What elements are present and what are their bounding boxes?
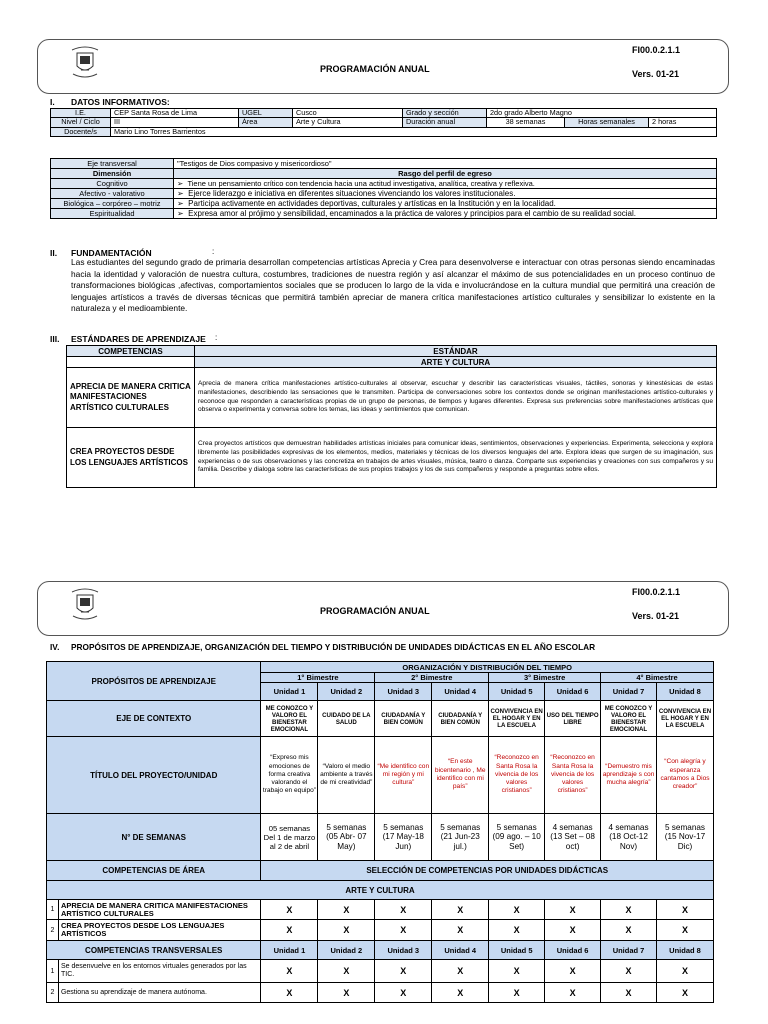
check-mark: X bbox=[375, 960, 432, 983]
check-mark: X bbox=[657, 983, 714, 1003]
organizacion-matrix bbox=[46, 661, 714, 1003]
check-mark: X bbox=[375, 900, 432, 920]
competencias-area-label: COMPETENCIAS DE ÁREA bbox=[47, 861, 261, 881]
check-mark: X bbox=[261, 960, 318, 983]
check-mark: X bbox=[601, 920, 657, 941]
unit-header: Unidad 4 bbox=[432, 683, 489, 701]
semanas-cell: 5 semanas (21 Jun-23 jul.) bbox=[432, 814, 489, 861]
context-cell: ME CONOZCO Y VALORO EL BIENESTAR EMOCIONAL bbox=[601, 701, 657, 737]
project-title: “En este bicentenario , Me identifico con mi país” bbox=[432, 737, 489, 814]
check-mark: X bbox=[432, 960, 489, 983]
semanas-cell: 4 semanas (18 Oct-12 Nov) bbox=[601, 814, 657, 861]
check-mark: X bbox=[318, 960, 375, 983]
duracion-value: 38 semanas bbox=[487, 118, 565, 127]
eje-label: Eje transversal bbox=[51, 159, 174, 169]
section-4-heading bbox=[50, 642, 595, 652]
semanas-cell: 5 semanas (09 ago. – 10 Set) bbox=[489, 814, 545, 861]
unit-header: Unidad 5 bbox=[489, 683, 545, 701]
page-header-1 bbox=[37, 39, 729, 94]
context-cell: CIUDADANÍA Y BIEN COMÚN bbox=[432, 701, 489, 737]
check-mark: X bbox=[545, 900, 601, 920]
project-title: “Reconozco en Santa Rosa la vivencia de los valores cristianos” bbox=[545, 737, 601, 814]
section-number: I. bbox=[50, 97, 55, 107]
rasgo-cell: ➢ Participa activamente en actividades deportivas, culturales y artísticas en la Institución y en la localidad. bbox=[174, 199, 717, 209]
context-cell: CONVIVENCIA EN EL HOGAR Y EN LA ESCUELA bbox=[489, 701, 545, 737]
semanas-label: N° DE SEMANAS bbox=[47, 814, 261, 861]
unit-header: Unidad 1 bbox=[261, 941, 318, 960]
dimension-cell: Cognitivo bbox=[51, 179, 174, 189]
rasgo-cell: ➢ Expresa amor al prójimo y sensibilidad, encaminados a la práctica de valores y principios para el cambio de su realidad social. bbox=[174, 209, 717, 219]
bimestre-header: 2° Bimestre bbox=[375, 673, 489, 683]
check-mark: X bbox=[657, 900, 714, 920]
area-label: Área bbox=[239, 118, 293, 127]
check-mark: X bbox=[432, 900, 489, 920]
section-title: ESTÁNDARES DE APRENDIZAJE bbox=[71, 334, 206, 344]
unit-header: Unidad 2 bbox=[318, 941, 375, 960]
propositos-header: PROPÓSITOS DE APRENDIZAJE bbox=[47, 662, 261, 701]
titulo-label: TÍTULO DEL PROYECTO/UNIDAD bbox=[47, 737, 261, 814]
document-code: FI00.0.2.1.1 bbox=[632, 587, 681, 597]
dimension-cell: Afectivo - valorativo bbox=[51, 189, 174, 199]
competencia-label: CREA PROYECTOS DESDE LOS LENGUAJES ARTÍSTICOS bbox=[58, 920, 261, 941]
check-mark: X bbox=[375, 920, 432, 941]
context-cell: CUIDADO DE LA SALUD bbox=[318, 701, 375, 737]
ugel-label: UGEL bbox=[239, 109, 293, 118]
document-version: Vers. 01-21 bbox=[632, 611, 680, 621]
horas-label: Horas semanales bbox=[565, 118, 649, 127]
semanas-cell: 4 semanas (13 Set – 08 oct) bbox=[545, 814, 601, 861]
row-number: 2 bbox=[47, 983, 59, 1003]
grado-value: 2do grado Alberto Magno bbox=[487, 109, 717, 118]
check-mark: X bbox=[489, 900, 545, 920]
check-mark: X bbox=[318, 983, 375, 1003]
competencia-label: APRECIA DE MANERA CRITICA MANIFESTACIONES ARTÍSTICO CULTURALES bbox=[58, 900, 261, 920]
duracion-label: Duración anual bbox=[403, 118, 487, 127]
estandar-text: Crea proyectos artísticos que demuestran habilidades artísticas iniciales para comunicar ideas, sentimientos, observaciones y experiencias. Experimenta, selecciona y explora libremente las posibilidades expresivas de los elementos, medios, materiales y técnicas de los diversos lenguajes del arte. Explora ideas que surgen de su imaginación, sus experiencias o de sus observaciones y las concretiza en trabajos de artes visuales, música, teatro o danza. Comparte sus experiencias y creaciones con sus compañeros y su familia. Describe y dialoga sobre las características de sus propios trabajos y los de sus compañeros y responde a preguntas sobre ellos. bbox=[195, 428, 717, 488]
check-mark: X bbox=[545, 983, 601, 1003]
rasgo-cell: ➢ Ejerce liderazgo e iniciativa en diferentes situaciones vivenciando los valores institucionales. bbox=[174, 189, 717, 199]
check-mark: X bbox=[601, 960, 657, 983]
check-mark: X bbox=[261, 900, 318, 920]
context-cell: USO DEL TIEMPO LIBRE bbox=[545, 701, 601, 737]
check-mark: X bbox=[601, 983, 657, 1003]
section-3-colon: : bbox=[215, 333, 218, 342]
section-number: IV. bbox=[50, 642, 60, 652]
unit-header: Unidad 3 bbox=[375, 683, 432, 701]
school-crest-icon bbox=[68, 44, 102, 82]
unit-header: Unidad 3 bbox=[375, 941, 432, 960]
nivel-label: Nivel / Ciclo bbox=[51, 118, 111, 127]
grado-label: Grado y sección bbox=[403, 109, 487, 118]
context-cell: CIUDADANÍA Y BIEN COMÚN bbox=[375, 701, 432, 737]
organizacion-header: ORGANIZACIÓN Y DISTRIBUCIÓN DEL TIEMPO bbox=[261, 662, 714, 673]
project-title: “Me identifico con mi región y mi cultura” bbox=[375, 737, 432, 814]
section-title: DATOS INFORMATIVOS: bbox=[71, 97, 170, 107]
context-cell: ME CONOZCO Y VALORO EL BIENESTAR EMOCIONAL bbox=[261, 701, 318, 737]
unit-header: Unidad 8 bbox=[657, 941, 714, 960]
unit-header: Unidad 7 bbox=[601, 941, 657, 960]
section-1-heading bbox=[50, 97, 170, 107]
rasgo-cell: ➢ Tiene un pensamiento crítico con tendencia hacia una actitud investigativa, analítica, creativa y reflexiva. bbox=[174, 179, 717, 189]
datos-informativos-table bbox=[50, 108, 717, 137]
dimension-cell: Biológica – corpóreo – motriz bbox=[51, 199, 174, 209]
project-title: “Expreso mis emociones de forma creativa valorando el trabajo en equipo” bbox=[261, 737, 318, 814]
horas-value: 2 horas bbox=[649, 118, 717, 127]
section-number: III. bbox=[50, 334, 60, 344]
competencia-label: Gestiona su aprendizaje de manera autónoma. bbox=[58, 983, 261, 1003]
project-title: “Reconozco en Santa Rosa la vivencia de los valores cristianos” bbox=[489, 737, 545, 814]
check-mark: X bbox=[545, 920, 601, 941]
competencia-label: Se desenvuelve en los entornos virtuales generados por las TIC. bbox=[58, 960, 261, 983]
unit-header: Unidad 2 bbox=[318, 683, 375, 701]
unit-header: Unidad 5 bbox=[489, 941, 545, 960]
page-header-2 bbox=[37, 581, 729, 636]
section-title: FUNDAMENTACIÓN bbox=[71, 248, 152, 258]
unit-header: Unidad 6 bbox=[545, 941, 601, 960]
check-mark: X bbox=[318, 900, 375, 920]
check-mark: X bbox=[432, 920, 489, 941]
context-cell: CONVIVENCIA EN EL HOGAR Y EN LA ESCUELA bbox=[657, 701, 714, 737]
eje-contexto-label: EJE DE CONTEXTO bbox=[47, 701, 261, 737]
check-mark: X bbox=[489, 983, 545, 1003]
document-title: PROGRAMACIÓN ANUAL bbox=[320, 606, 430, 616]
nivel-value: III bbox=[111, 118, 239, 127]
estandares-table bbox=[66, 345, 717, 488]
school-crest-icon bbox=[68, 586, 102, 624]
area-label: ARTE Y CULTURA bbox=[47, 881, 714, 900]
check-mark: X bbox=[489, 960, 545, 983]
section-3-heading bbox=[50, 334, 206, 344]
document-code: FI00.0.2.1.1 bbox=[632, 45, 681, 55]
section-title: PROPÓSITOS DE APRENDIZAJE, ORGANIZACIÓN DEL TIEMPO Y DISTRIBUCIÓN DE UNIDADES DIDÁCTICAS EN EL AÑO ESCOLAR bbox=[71, 642, 596, 652]
check-mark: X bbox=[601, 900, 657, 920]
semanas-cell: 5 semanas (17 May-18 Jun) bbox=[375, 814, 432, 861]
unit-header: Unidad 7 bbox=[601, 683, 657, 701]
ugel-value: Cusco bbox=[293, 109, 403, 118]
docente-value: Mario Lino Torres Barrientos bbox=[111, 127, 717, 136]
unit-header: Unidad 1 bbox=[261, 683, 318, 701]
docente-label: Docente/s bbox=[51, 127, 111, 136]
area-value: Arte y Cultura bbox=[293, 118, 403, 127]
dimension-header: Dimensión bbox=[51, 169, 174, 179]
area-subheader: ARTE Y CULTURA bbox=[195, 357, 717, 368]
check-mark: X bbox=[261, 983, 318, 1003]
seleccion-label: SELECCIÓN DE COMPETENCIAS POR UNIDADES DIDÁCTICAS bbox=[261, 861, 714, 881]
competencia-name: CREA PROYECTOS DESDE LOS LENGUAJES ARTÍSTICOS bbox=[67, 428, 195, 488]
check-mark: X bbox=[375, 983, 432, 1003]
eje-value: "Testigos de Dios compasivo y misericordioso" bbox=[174, 159, 717, 169]
document-version: Vers. 01-21 bbox=[632, 69, 680, 79]
estandar-text: Aprecia de manera crítica manifestaciones artístico-culturales al observar, escuchar y describir las características visuales, táctiles, sonoras y kinestésicas de estas manifestaciones, describiendo las sensaciones que le transmiten. Participa de conversaciones sobre los contextos donde se originan manifestaciones artístico-culturales y reconoce que responden a características propias de un grupo de personas, de tiempos y lugares diferentes. Expresa sus preferencias sobre manifestaciones artísticas que observa o experimenta y conversa sobre los temas, las ideas y sentimientos que comunican. bbox=[195, 368, 717, 428]
check-mark: X bbox=[489, 920, 545, 941]
rasgo-header: Rasgo del perfil de egreso bbox=[174, 169, 717, 179]
check-mark: X bbox=[657, 960, 714, 983]
eje-transversal-table bbox=[50, 158, 717, 219]
transversales-label: COMPETENCIAS TRANSVERSALES bbox=[47, 941, 261, 960]
project-title: “Con alegría y esperanza cantamos a Dios creador” bbox=[657, 737, 714, 814]
semanas-cell: 5 semanas (05 Abr- 07 May) bbox=[318, 814, 375, 861]
unit-header: Unidad 4 bbox=[432, 941, 489, 960]
competencias-header: COMPETENCIAS bbox=[67, 346, 195, 357]
row-number: 2 bbox=[47, 920, 59, 941]
row-number: 1 bbox=[47, 900, 59, 920]
bimestre-header: 3° Bimestre bbox=[489, 673, 601, 683]
dimension-cell: Espiritualidad bbox=[51, 209, 174, 219]
ie-label: I.E. bbox=[51, 109, 111, 118]
unit-header: Unidad 6 bbox=[545, 683, 601, 701]
project-title: “Demuestro mis aprendizaje s con mucha alegría” bbox=[601, 737, 657, 814]
ie-value: CEP Santa Rosa de Lima bbox=[111, 109, 239, 118]
bimestre-header: 4° Bimestre bbox=[601, 673, 714, 683]
check-mark: X bbox=[432, 983, 489, 1003]
estandar-header: ESTÁNDAR bbox=[195, 346, 717, 357]
bimestre-header: 1° Bimestre bbox=[261, 673, 375, 683]
fundamentacion-text: Las estudiantes del segundo grado de primaria desarrollan competencias artísticas Aprecia y Crea para desenvolverse e interactuar con otras personas siendo encaminadas hacia la identidad y valoración de nuestra cultura, costumbres, tradiciones de nuestra región y así alcanzar el máximo de sus potencialidades en un proceso continuo de transformaciones biológicas ,afectivas, comportamientos sociales que se producen lo largo de la vida e involucrándose en la cultura mundial que permitirá una creación de lenguajes artísticos a través de diversas técnicas que permitirá también apreciar de manera crítica manifestaciones artístico culturales y sensibilizar lo existente en la naturaleza y el medioambiente. bbox=[71, 257, 715, 313]
semanas-cell: 05 semanas Del 1 de marzo al 2 de abril bbox=[261, 814, 318, 861]
check-mark: X bbox=[261, 920, 318, 941]
check-mark: X bbox=[318, 920, 375, 941]
competencia-name: APRECIA DE MANERA CRITICA MANIFESTACIONES ARTÍSTICO CULTURALES bbox=[67, 368, 195, 428]
section-number: II. bbox=[50, 248, 58, 258]
semanas-cell: 5 semanas (15 Nov-17 Dic) bbox=[657, 814, 714, 861]
unit-header: Unidad 8 bbox=[657, 683, 714, 701]
document-title: PROGRAMACIÓN ANUAL bbox=[320, 64, 430, 74]
section-2-colon: : bbox=[212, 247, 215, 256]
row-number: 1 bbox=[47, 960, 59, 983]
check-mark: X bbox=[657, 920, 714, 941]
project-title: “Valoro el medio ambiente a través de mi creatividad” bbox=[318, 737, 375, 814]
check-mark: X bbox=[545, 960, 601, 983]
